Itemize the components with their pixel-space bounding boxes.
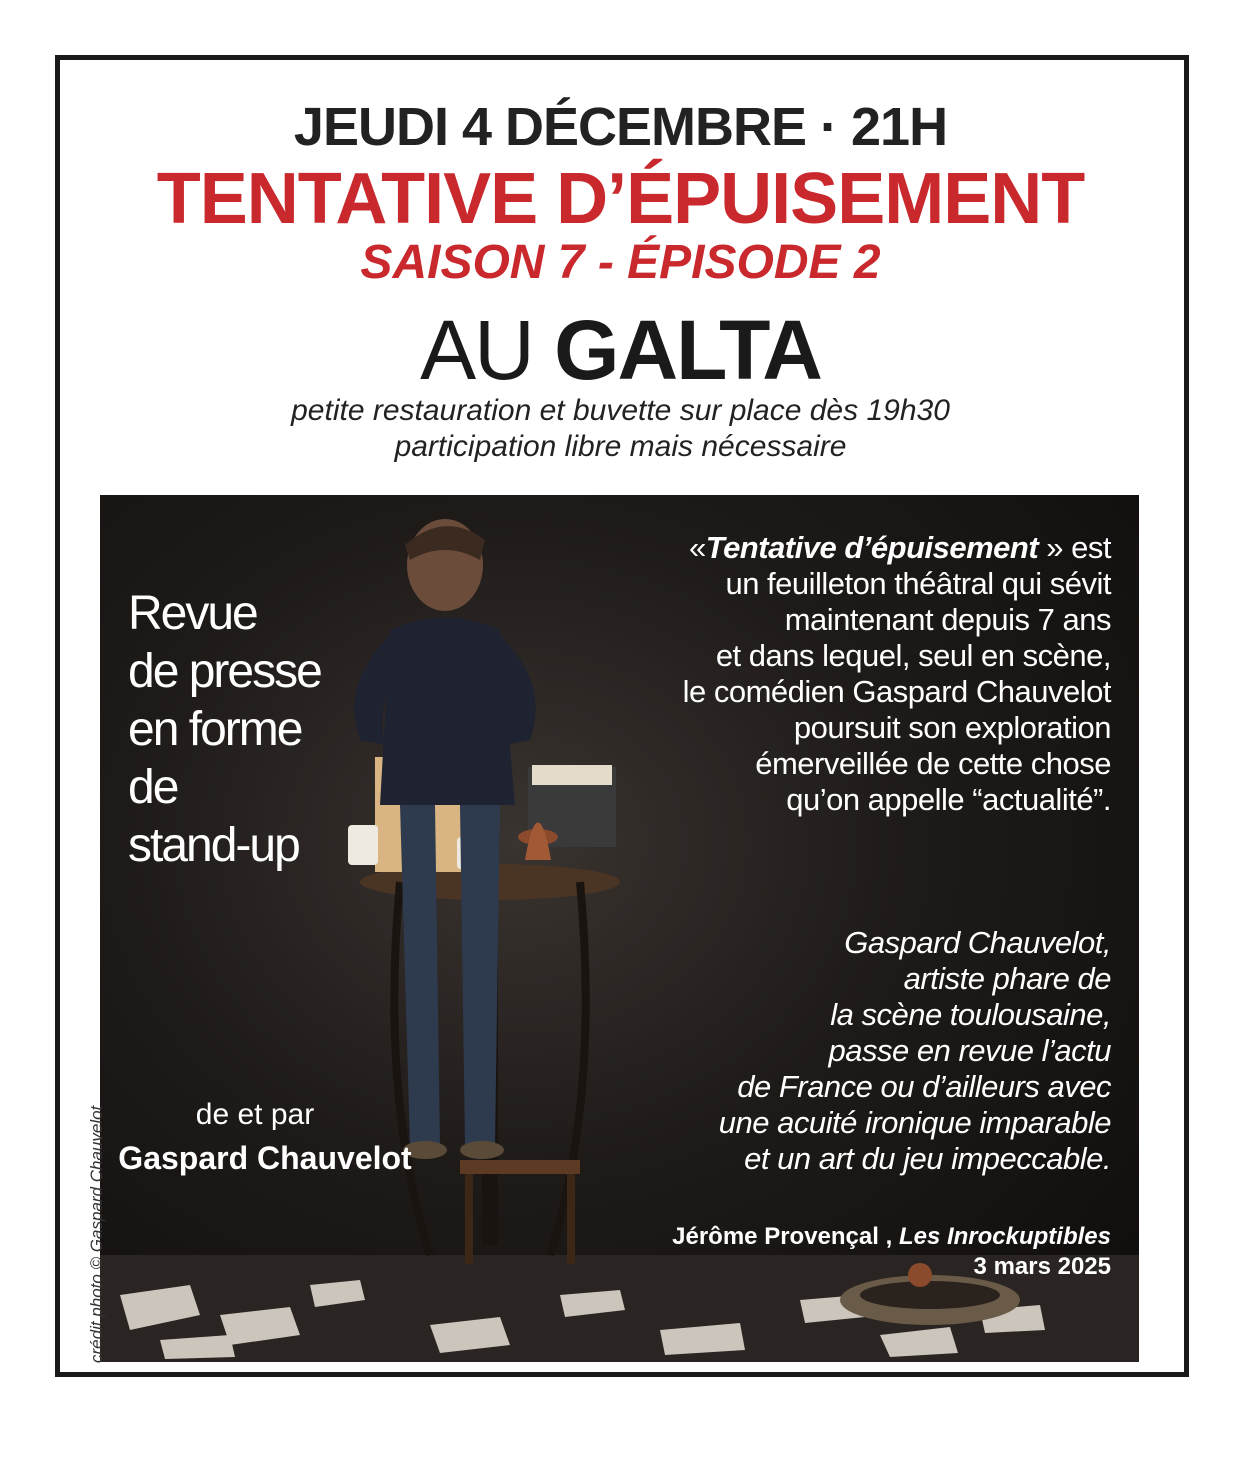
description-line: poursuit son exploration [793, 710, 1111, 745]
description-line: qu’on appelle “actualité”. [786, 782, 1111, 817]
description-first-line [611, 530, 1111, 566]
quote-line: Gaspard Chauvelot, [844, 925, 1111, 960]
description-line: émerveillée de cette chose [755, 746, 1111, 781]
venue-line [0, 302, 1241, 399]
revue-line: Revue [128, 587, 257, 640]
quote-line: de France ou d’ailleurs avec [737, 1069, 1111, 1104]
quote-line: passe en revue l’actu [828, 1033, 1111, 1068]
revue-line: stand-up [128, 819, 299, 872]
by-label: de et par [195, 1098, 315, 1131]
quote-author: Jérôme Provençal [672, 1223, 879, 1250]
info-food: petite restauration et buvette sur place dès 19h30 [291, 394, 950, 427]
attribution-separator: , [878, 1223, 899, 1250]
open-quote: « [689, 530, 706, 565]
close-quote: » est [1038, 530, 1111, 565]
quote-line: artiste phare de [903, 961, 1111, 996]
show-title: TENTATIVE D’ÉPUISEMENT [156, 159, 1085, 239]
description-line: un feuilleton théâtral qui sévit [725, 566, 1111, 601]
date-line: JEUDI 4 DÉCEMBRE · 21H [293, 97, 948, 157]
quote-publication: Les Inrockuptibles [898, 1223, 1111, 1250]
season-episode: SAISON 7 - ÉPISODE 2 [360, 236, 881, 289]
quote-line: une acuité ironique imparable [718, 1105, 1111, 1140]
press-quote [611, 925, 1111, 1177]
quote-line: la scène toulousaine, [830, 997, 1111, 1032]
description-line: le comédien Gaspard Chauvelot [682, 674, 1111, 709]
artist-name: Gaspard Chauvelot [118, 1140, 412, 1176]
show-name: Tentative d’épuisement [705, 530, 1039, 565]
show-description [611, 530, 1111, 818]
photo-credit: crédit photo © Gaspard Chauvelot [87, 1105, 106, 1363]
venue-prefix: AU [420, 303, 533, 397]
revue-line: de presse [128, 645, 321, 698]
description-line: maintenant depuis 7 ans [784, 602, 1111, 637]
venue-name: GALTA [554, 303, 821, 397]
revue-tagline [128, 585, 358, 875]
info-price: participation libre mais nécessaire [394, 430, 847, 463]
quote-line: et un art du jeu impeccable. [744, 1141, 1111, 1176]
revue-line: de [128, 761, 178, 814]
quote-attribution [611, 1222, 1111, 1282]
quote-date: 3 mars 2025 [973, 1253, 1111, 1280]
revue-line: en forme [128, 703, 302, 756]
description-line: et dans lequel, seul en scène, [715, 638, 1111, 673]
